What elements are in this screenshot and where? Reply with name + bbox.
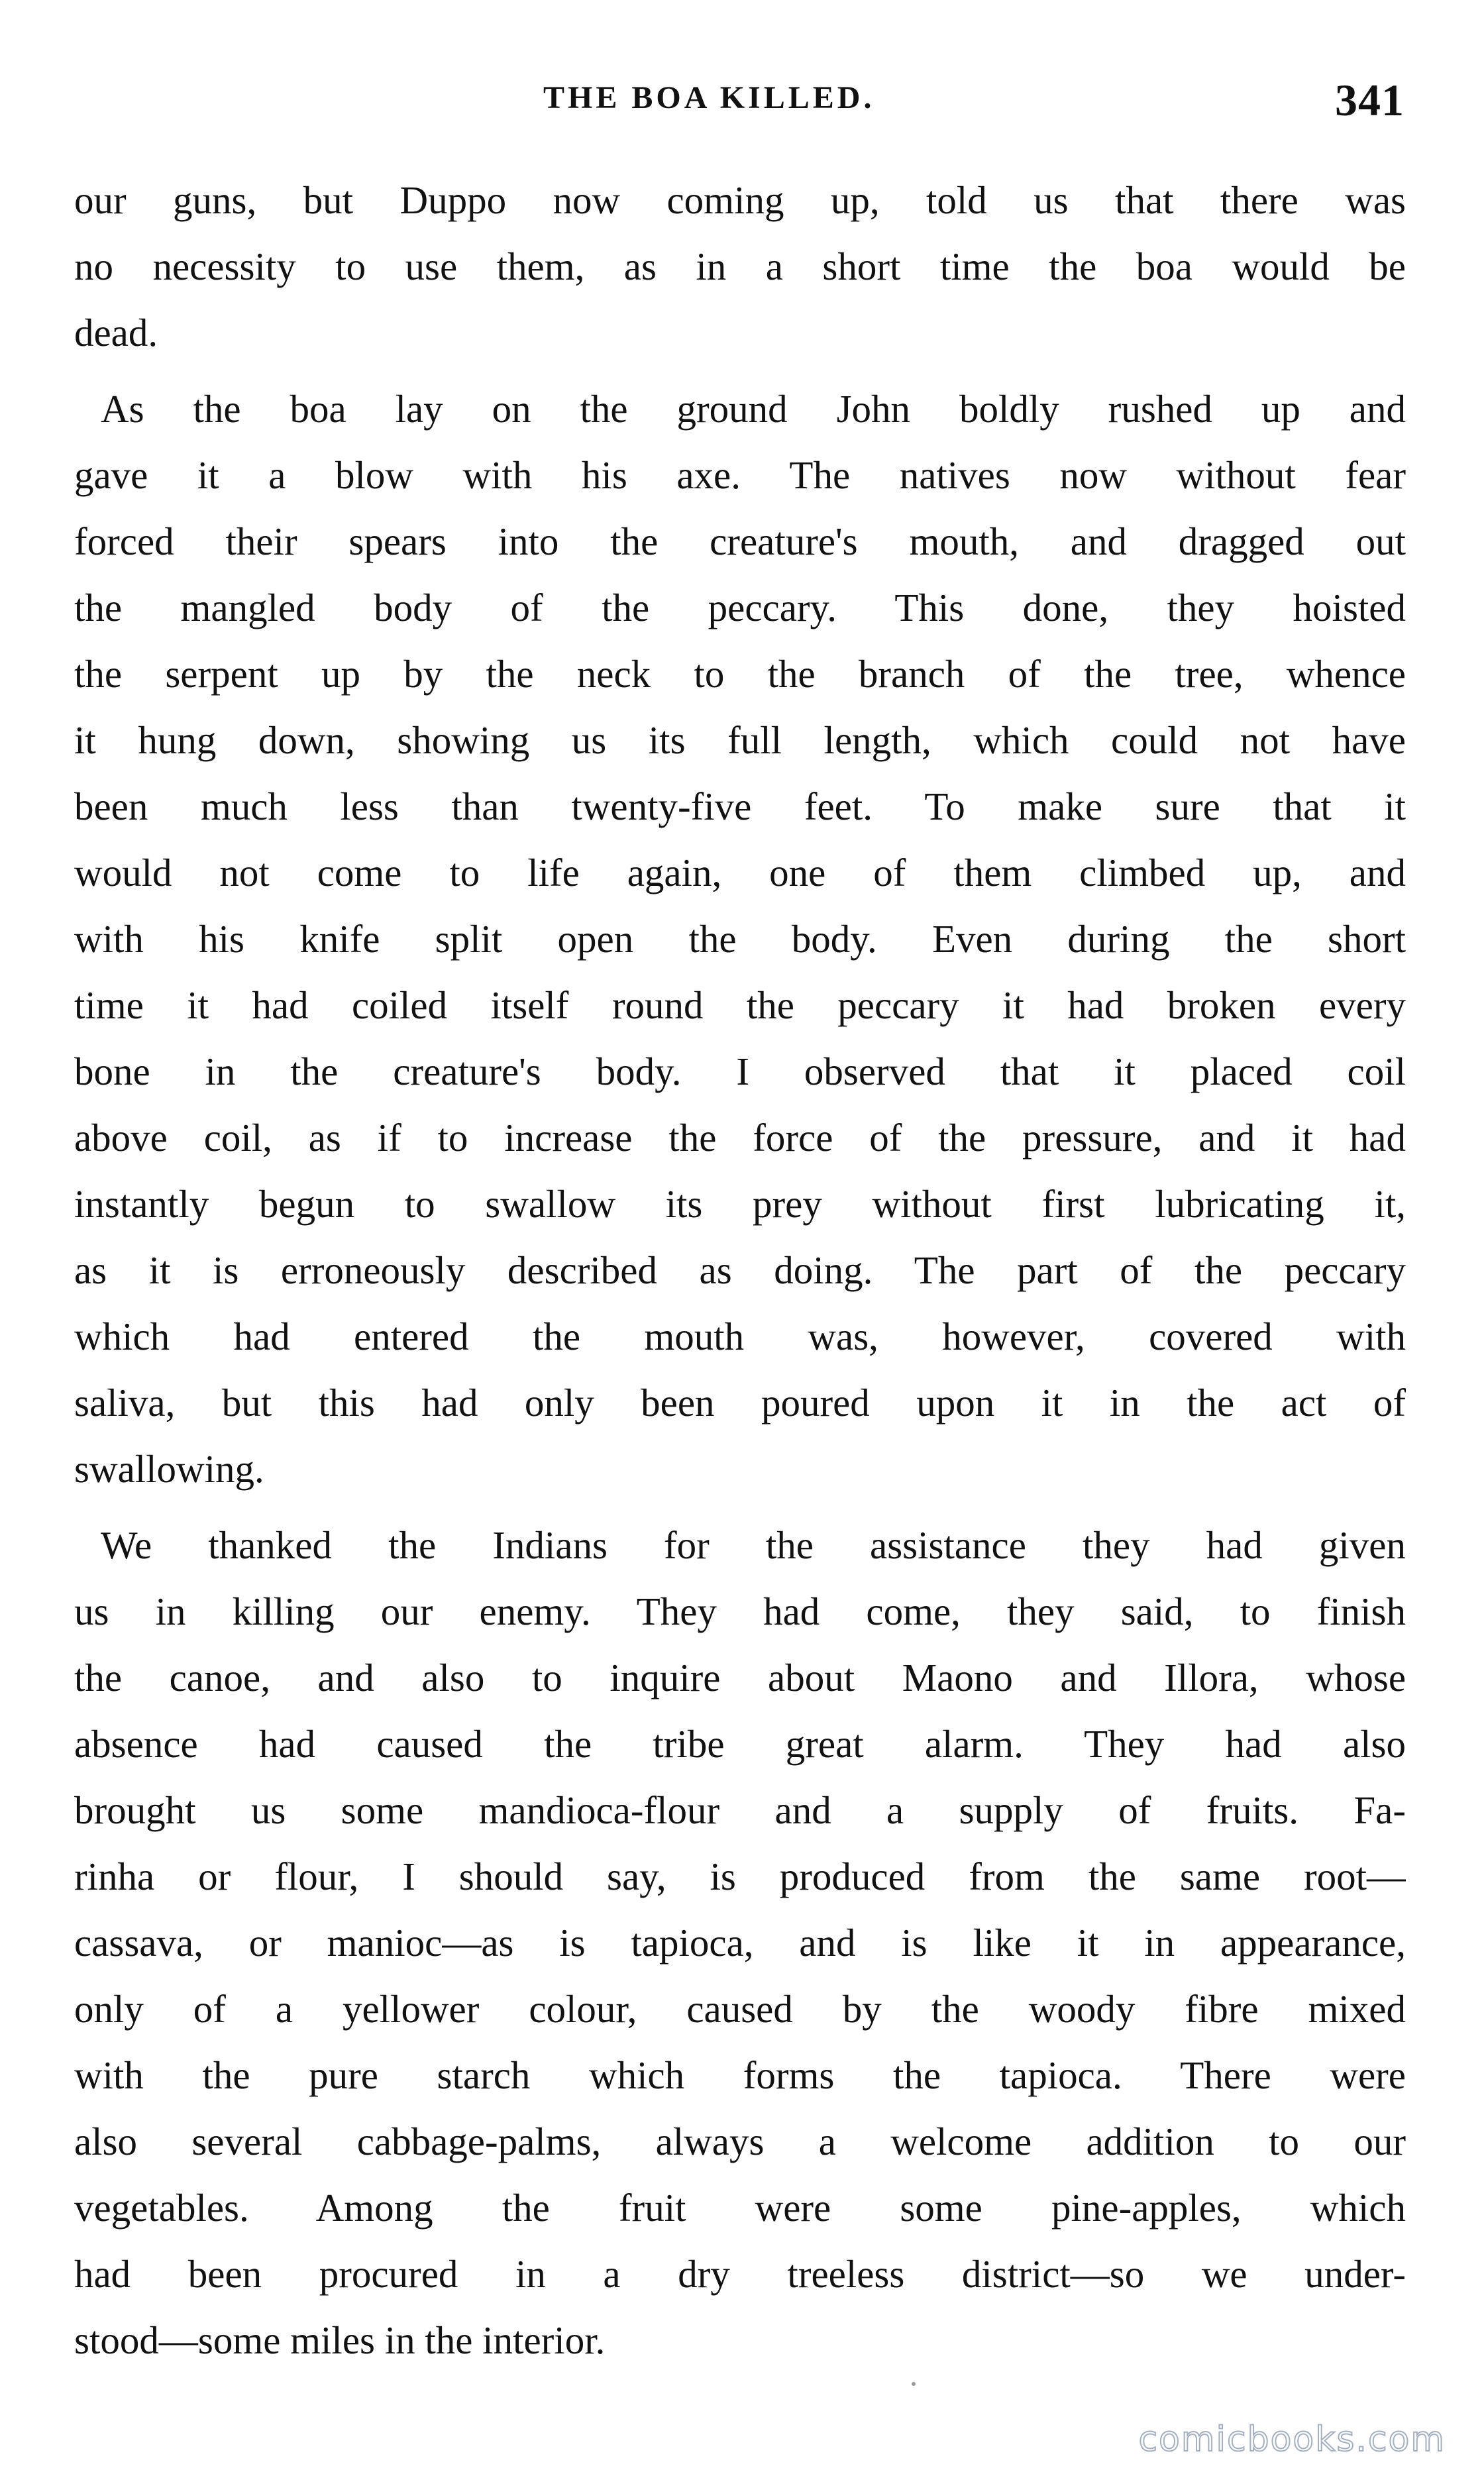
text-line: only of a yellower colour, caused by the woody fibre mixed [74, 1987, 1406, 2031]
text-line: We thanked the Indians for the assistance they had given [101, 1523, 1406, 1567]
text-line: which had entered the mouth was, however, covered with [74, 1315, 1406, 1358]
text-line: cassava, or manioc—as is tapioca, and is like it in appearance, [74, 1921, 1406, 1965]
text-line: above coil, as if to increase the force of the pressure, and it had [74, 1116, 1406, 1159]
text-line: swallowing. [74, 1447, 264, 1491]
watermark: comicbooks.com [1138, 2420, 1446, 2459]
ink-speck [912, 2382, 916, 2386]
text-line: would not come to life again, one of them climbed up, and [74, 851, 1406, 894]
text-line: been much less than twenty-five feet. To make sure that it [74, 784, 1406, 828]
text-line: dead. [74, 311, 158, 354]
text-line: saliva, but this had only been poured upon it in the act of [74, 1381, 1406, 1425]
text-line: the canoe, and also to inquire about Maono and Illora, whose [74, 1656, 1406, 1699]
text-line: it hung down, showing us its full length, which could not have [74, 718, 1406, 762]
body-text [74, 167, 1406, 2383]
paragraph-3 [74, 1512, 1406, 2373]
text-line: vegetables. Among the fruit were some pine-apples, which [74, 2186, 1406, 2230]
paragraph-2 [74, 376, 1406, 1502]
text-line: as it is erroneously described as doing. The part of the peccary [74, 1248, 1406, 1292]
text-line: our guns, but Duppo now coming up, told us that there was [74, 178, 1406, 222]
text-line: stood—some miles in the interior. [74, 2318, 606, 2362]
text-line: forced their spears into the creature's mouth, and dragged out [74, 519, 1406, 563]
text-line: bone in the creature's body. I observed that it placed coil [74, 1050, 1406, 1093]
text-line: with the pure starch which forms the tapioca. There were [74, 2053, 1406, 2097]
running-title: THE BOA KILLED. [543, 80, 875, 115]
text-line: with his knife split open the body. Even during the short [74, 917, 1406, 961]
paragraph-1 [74, 167, 1406, 366]
text-line: no necessity to use them, as in a short time the boa would be [74, 244, 1406, 288]
text-line: As the boa lay on the ground John boldly rushed up and [101, 387, 1406, 431]
text-line: gave it a blow with his axe. The natives now without fear [74, 453, 1406, 497]
page-number: 341 [1335, 75, 1404, 125]
running-head [0, 74, 1484, 134]
text-line: time it had coiled itself round the peccary it had broken every [74, 983, 1406, 1027]
text-line: the serpent up by the neck to the branch of the tree, whence [74, 652, 1406, 696]
text-line: had been procured in a dry treeless district—so we under- [74, 2252, 1406, 2296]
text-line: rinha or flour, I should say, is produced from the same root— [74, 1855, 1406, 1898]
text-line: us in killing our enemy. They had come, they said, to finish [74, 1589, 1406, 1633]
text-line: instantly begun to swallow its prey without first lubricating it, [74, 1182, 1406, 1226]
text-line: absence had caused the tribe great alarm. They had also [74, 1722, 1406, 1766]
text-line: also several cabbage-palms, always a welcome addition to our [74, 2120, 1406, 2163]
text-line: the mangled body of the peccary. This done, they hoisted [74, 586, 1406, 629]
text-line: brought us some mandioca-flour and a supply of fruits. Fa- [74, 1788, 1406, 1832]
